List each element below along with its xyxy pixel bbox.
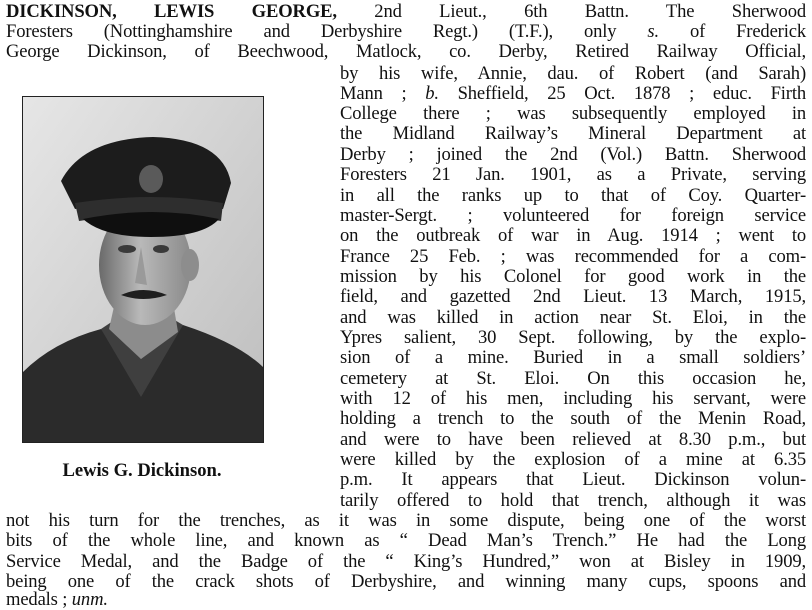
text-line: not his turn for the trenches, as it was in some dispute, being one of the worst (6, 510, 806, 531)
text-line: bits of the whole line, and known as “ Dead Man’s Trench.” He had the Long (6, 530, 806, 551)
text-line: with 12 of his men, including his servant, were (340, 388, 806, 409)
text-line: DICKINSON, LEWIS GEORGE, 2nd Lieut., 6th Battn. The Sherwood (6, 1, 806, 22)
portrait-photo-icon (23, 97, 263, 442)
text-line: on the outbreak of war in Aug. 1914 ; went to (340, 225, 806, 246)
text-line: field, and gazetted 2nd Lieut. 13 March, 1915, (340, 286, 806, 307)
text-line: p.m. It appears that Lieut. Dickinson volun- (340, 469, 806, 490)
text-line: College there ; was subsequently employed in (340, 103, 806, 124)
text-line: Mann ; b. Sheffield, 25 Oct. 1878 ; educ. Firth (340, 83, 806, 104)
text-line: Foresters 21 Jan. 1901, as a Private, serving (340, 164, 806, 185)
text-line: holding a trench to the south of the Menin Road, (340, 408, 806, 429)
text-line: mission by his Colonel for good work in the (340, 266, 806, 287)
text-line: cemetery at St. Eloi. On this occasion he, (340, 368, 806, 389)
text-line: master-Sergt. ; volunteered for foreign service (340, 205, 806, 226)
text-line: Service Medal, and the Badge of the “ King’s Hundred,” won at Bisley in 1909, (6, 551, 806, 572)
text-line: George Dickinson, of Beechwood, Matlock, co. Derby, Retired Railway Official, (6, 41, 806, 62)
text-line: in all the ranks up to that of Coy. Quarter- (340, 185, 806, 206)
text-line: Derby ; joined the 2nd (Vol.) Battn. Sherwood (340, 144, 806, 165)
text-line: Ypres salient, 30 Sept. following, by the explo- (340, 327, 806, 348)
portrait-caption: Lewis G. Dickinson. (62, 460, 222, 481)
text-line: tarily offered to hold that trench, although it was (340, 490, 806, 511)
entry-name: DICKINSON, LEWIS GEORGE, (6, 1, 337, 22)
text-line: and were to have been relieved at 8.30 p.m., but (340, 429, 806, 450)
text-line: the Midland Railway’s Mineral Department at (340, 123, 806, 144)
text-line: Foresters (Nottinghamshire and Derbyshire Regt.) (T.F.), only s. of Frederick (6, 21, 806, 42)
text-line: by his wife, Annie, dau. of Robert (and Sarah) (340, 63, 806, 84)
text-line: and was killed in action near St. Eloi, in the (340, 307, 806, 328)
text-line: sion of a mine. Buried in a small soldiers’ (340, 347, 806, 368)
portrait-photo (22, 96, 264, 443)
text-line: being one of the crack shots of Derbyshire, and winning many cups, spoons and (6, 571, 806, 592)
text-line: France 25 Feb. ; was recommended for a com- (340, 246, 806, 267)
text-line: medals ; unm. (6, 589, 108, 610)
text-line: were killed by the explosion of a mine at 6.35 (340, 449, 806, 470)
